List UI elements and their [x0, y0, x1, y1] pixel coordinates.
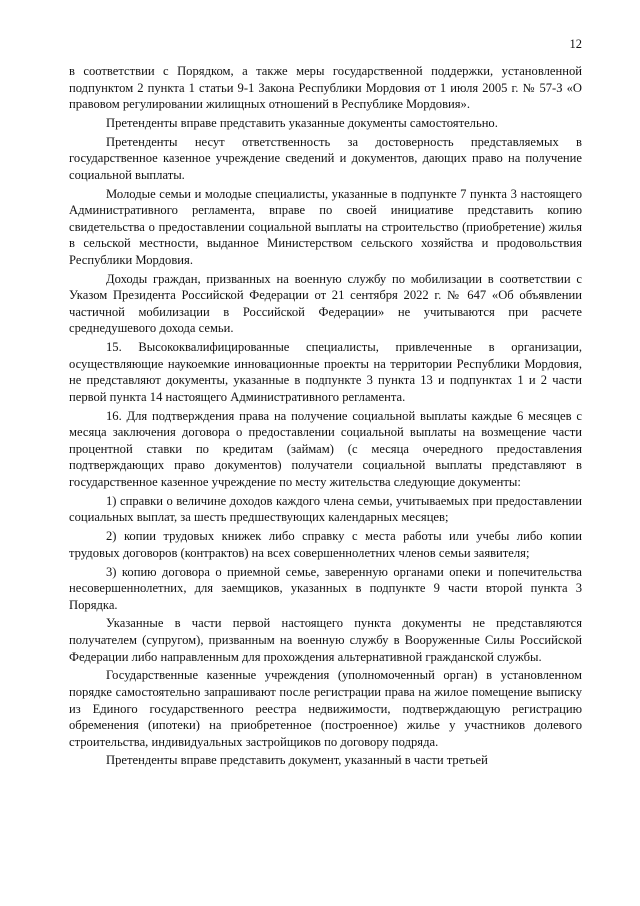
paragraph-state-institutions: Государственные казенные учреждения (уполномоченный орган) в установленном порядке самостоятельно запрашивают после регистрации права на жилое помещение выписку из Единого государственного реестра недвижимости, подтверждающую регистрацию обременения (ипотеки) на приобретенное (построенное) жилье у участников долевого строительства, индивидуальных застройщиков по договору подряда. — [69, 668, 582, 749]
list-item-3: 3) копию договора о приемной семье, заверенную органами опеки и попечительства несовершеннолетних, для заемщиков, указанных в подпункте 9 части второй пункта 3 Порядка. — [69, 564, 582, 612]
paragraph-final: Претенденты вправе представить документ, указанный в части третьей — [106, 753, 488, 768]
paragraph-continuation: в соответствии с Порядком, а также меры государственной поддержки, установленной подпунктом 2 пункта 1 статьи 9-1 Закона Республики Мордовия от 1 июля 2005 г. № 57-З «О правовом регулировании жилищных отношений в Республике Мордовия». — [69, 64, 582, 112]
paragraph-responsibility: Претенденты несут ответственность за достоверность представляемых в государственное казенное учреждение сведений и документов, дающих право на получение социальной выплаты. — [69, 134, 582, 182]
paragraph-item-16: 16. Для подтверждения права на получение социальной выплаты каждые 6 месяцев с месяца заключения договора о предоставлении социальной выплаты на возмещение части процентной ставки по кредитам (займам) (с месяца очередного предоставления подтверждающих право документов) получатели социальной выплаты представляют в государственное казенное учреждение по месту жительства следующие документы: — [69, 408, 582, 489]
paragraph-self-submission: Претенденты вправе представить указанные документы самостоятельно. — [106, 115, 498, 130]
page-number: 12 — [569, 37, 582, 51]
paragraph-mobilized-income: Доходы граждан, призванных на военную службу по мобилизации в соответствии с Указом Президента Российской Федерации от 21 сентября 2022 г. № 647 «Об объявлении частичной мобилизации в Российской Федерации» не учитываются при расчете среднедушевого дохода семьи. — [69, 271, 582, 336]
list-item-1: 1) справки о величине доходов каждого члена семьи, учитываемых при предоставлении социальных выплат, за шесть предшествующих календарных месяцев; — [69, 493, 582, 525]
document-body — [69, 63, 582, 771]
list-item-2: 2) копии трудовых книжек либо справку с места работы или учебы либо копии трудовых договоров (контрактов) на всех совершеннолетних членов семьи заявителя; — [69, 529, 582, 560]
paragraph-exemption: Указанные в части первой настоящего пункта документы не представляются получателем (супругом), призванным на военную службу в Вооруженные Силы Российской Федерации либо направленным для прохождения альтернативной гражданской службы. — [69, 616, 582, 664]
paragraph-item-15: 15. Высококвалифицированные специалисты, привлеченные в организации, осуществляющие наукоемкие инновационные проекты на территории Республики Мордовия, не представляют документы, указанные в подпункте 3 пункта 13 и подпунктах 1 и 2 части первой пункта 14 настоящего Административного регламента. — [69, 340, 582, 404]
paragraph-young-families: Молодые семьи и молодые специалисты, указанные в подпункте 7 пункта 3 настоящего Административного регламента, вправе по своей инициативе представить копию свидетельства о предоставлении социальной выплаты на строительство (приобретение) жилья в сельской местности, выданное Министерством сельского хозяйства и продовольствия Республики Мордовия. — [69, 186, 582, 267]
